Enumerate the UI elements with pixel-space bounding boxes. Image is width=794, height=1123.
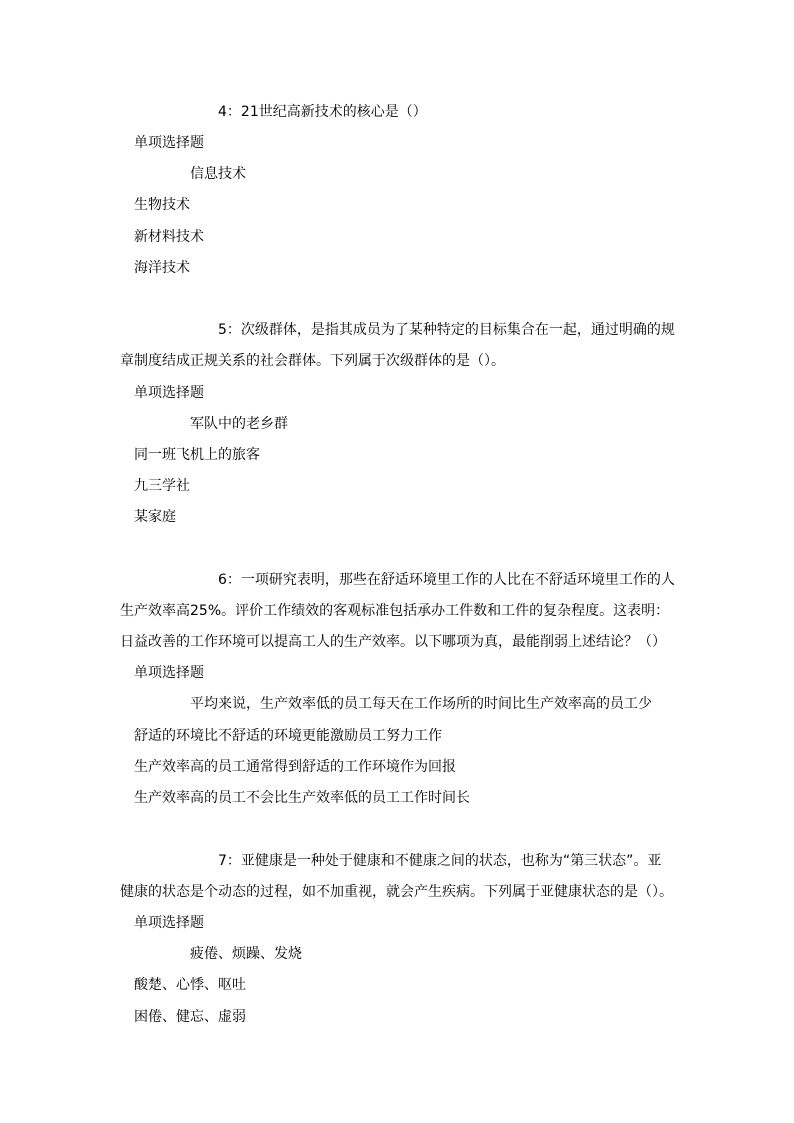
option-c: 困倦、健忘、虚弱 — [134, 1009, 246, 1025]
question-stem: 5：次级群体，是指其成员为了某种特定的目标集合在一起，通过明确的规 — [218, 322, 675, 338]
option-c: 新材料技术 — [134, 229, 204, 245]
option-a: 军队中的老乡群 — [190, 416, 288, 432]
option-c: 生产效率高的员工通常得到舒适的工作环境作为回报 — [134, 759, 456, 775]
option-a: 信息技术 — [190, 166, 246, 182]
option-b: 酸楚、心悸、呕吐 — [134, 977, 246, 993]
question-stem: 7：亚健康是一种处于健康和不健康之间的状态，也称为“第三状态”。亚 — [218, 853, 662, 869]
question-type-label: 单项选择题 — [134, 135, 204, 151]
option-b: 生物技术 — [134, 197, 190, 213]
option-d: 生产效率高的员工不会比生产效率低的员工工作时间长 — [134, 790, 470, 806]
question-stem: 6：一项研究表明，那些在舒适环境里工作的人比在不舒适环境里工作的人 — [218, 572, 675, 588]
question-stem-continued: 日益改善的工作环境可以提高工人的生产效率。以下哪项为真，最能削弱上述结论？（） — [120, 634, 666, 650]
option-c: 九三学社 — [134, 478, 190, 494]
option-d: 某家庭 — [134, 509, 176, 525]
option-a: 疲倦、烦躁、发烧 — [190, 946, 302, 962]
question-type-label: 单项选择题 — [134, 915, 204, 931]
option-d: 海洋技术 — [134, 260, 190, 276]
option-b: 同一班飞机上的旅客 — [134, 447, 260, 463]
question-stem-continued: 健康的状态是个动态的过程，如不加重视，就会产生疾病。下列属于亚健康状态的是（）。 — [120, 884, 673, 900]
question-type-label: 单项选择题 — [134, 665, 204, 681]
question-stem: 4：21世纪高新技术的核心是（） — [218, 104, 427, 120]
option-a: 平均来说，生产效率低的员工每天在工作场所的时间比生产效率高的员工少 — [190, 696, 652, 712]
question-stem-continued: 章制度结成正规关系的社会群体。下列属于次级群体的是（）。 — [120, 353, 505, 369]
question-type-label: 单项选择题 — [134, 385, 204, 401]
question-stem-continued: 生产效率高25%。评价工作绩效的客观标准包括承办工件数和工件的复杂程度。这表明： — [120, 603, 670, 619]
option-b: 舒适的环境比不舒适的环境更能激励员工努力工作 — [134, 728, 442, 744]
